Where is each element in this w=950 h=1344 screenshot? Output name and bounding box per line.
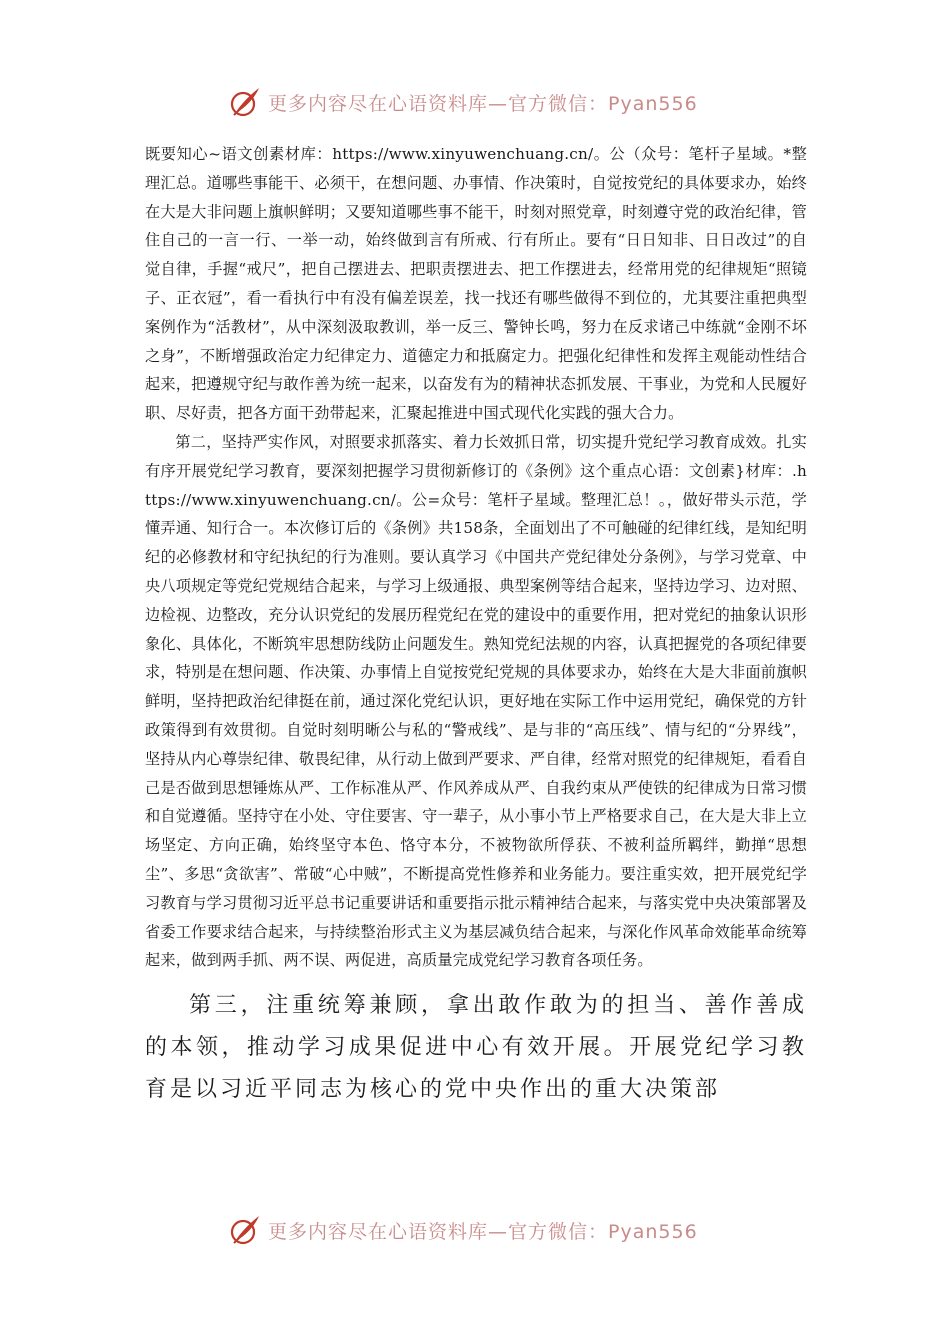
header-banner-text: 更多内容尽在心语资料库—官方微信：Pyan556 [268,92,698,115]
header-banner [228,82,728,122]
quill-pen-logo-icon [228,85,262,119]
footer-banner [228,1210,728,1250]
document-body [145,140,807,1111]
footer-banner-text: 更多内容尽在心语资料库—官方微信：Pyan556 [268,1220,698,1243]
paragraph-2: 第二，坚持严实作风，对照要求抓落实、着力长效抓日常，切实提升党纪学习教育成效。扎实有序开展党纪学习教育，要深刻把握学习贯彻新修订的《条例》这个重点心语：文创素}材库：.https://www.xinyuwenchuang.cn/。公=众号：笔杆子星域。整理汇总！。，做好带头示范，学懂弄通、知行合一。本次修订后的《条例》共158条，全面划出了不可触碰的纪律红线，是知纪明纪的必修教材和守纪执纪的行为准则。要认真学习《中国共产党纪律处分条例》，与学习党章、中央八项规定等党纪党规结合起来，与学习上级通报、典型案例等结合起来，坚持边学习、边对照、边检视、边整改，充分认识党纪的发展历程党纪在党的建设中的重要作用，把对党纪的抽象认识形象化、具体化，不断筑牢思想防线防止问题发生。熟知党纪法规的内容，认真把握党的各项纪律要求，特别是在想问题、作决策、办事情上自觉按党纪党规的具体要求办，始终在大是大非面前旗帜鲜明，坚持把政治纪律挺在前，通过深化党纪认识，更好地在实际工作中运用党纪，确保党的方针政策得到有效贯彻。自觉时刻明晰公与私的“警戒线”、是与非的“高压线”、情与纪的“分界线”，坚持从内心尊崇纪律、敬畏纪律，从行动上做到严要求、严自律，经常对照党的纪律规矩，看看自己是否做到思想锤炼从严、工作标准从严、作风养成从严、自我约束从严使铁的纪律成为日常习惯和自觉遵循。坚持守在小处、守住要害、守一辈子，从小事小节上严格要求自己，在大是大非上立场坚定、方向正确，始终坚守本色、恪守本分，不被物欲所俘获、不被利益所羁绊，勤掸“思想尘”、多思“贪欲害”、常破“心中贼”，不断提高党性修养和业务能力。要注重实效，把开展党纪学习教育与学习贯彻习近平总书记重要讲话和重要指示批示精神结合起来，与落实党中央决策部署及省委工作要求结合起来，与持续整治形式主义为基层减负结合起来，与深化作风革命效能革命统筹起来，做到两手抓、两不误、两促进，高质量完成党纪学习教育各项任务。 [145,432,807,970]
paragraph-1: 既要知心~语文创素材库：https://www.xinyuwenchuang.cn/。公（众号：笔杆子星域。*整理汇总。道哪些事能干、必须干，在想问题、办事情、作决策时，自觉按党纪的具体要求办，始终在大是大非问题上旗帜鲜明；又要知道哪些事不能干，时刻对照党章，时刻遵守党的政治纪律，管住自己的一言一行、一举一动，始终做到言有所戒、行有所止。要有“日日知非、日日改过”的自觉自律，手握“戒尺”，把自己摆进去、把职责摆进去、把工作摆进去，经常用党的纪律规矩“照镜子、正衣冠”，看一看执行中有没有偏差误差，找一找还有哪些做得不到位的，尤其要注重把典型案例作为“活教材”，从中深刻汲取教训，举一反三、警钟长鸣，努力在反求诸己中练就“金刚不坏之身”，不断增强政治定力纪律定力、道德定力和抵腐定力。把强化纪律性和发挥主观能动性结合起来，把遵规守纪与敢作善为统一起来，以奋发有为的精神状态抓发展、干事业，为党和人民履好职、尽好责，把各方面干劲带起来，汇聚起推进中国式现代化实践的强大合力。 [145,145,807,423]
quill-pen-logo-icon [228,1213,262,1247]
paragraph-3: 第三，注重统筹兼顾，拿出敢作敢为的担当、善作善成的本领，推动学习成果促进中心有效开展。开展党纪学习教育是以习近平同志为核心的党中央作出的重大决策部 [145,993,807,1103]
